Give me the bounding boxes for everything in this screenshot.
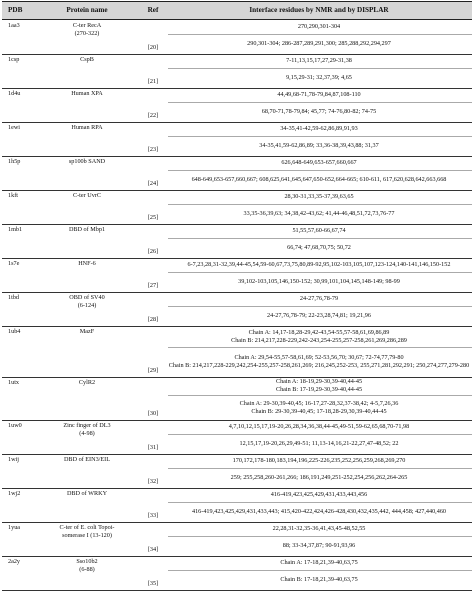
header-ref: Ref [147, 6, 159, 14]
table-row [2, 88, 472, 123]
table-row [2, 326, 472, 378]
cell-divider [168, 434, 472, 435]
nmr-residues: 24-27,76,78-79 [299, 295, 339, 302]
reference: [34] [147, 546, 159, 553]
nmr-residues: 44,49,68-71,78-79,84,87,108-110 [277, 91, 361, 98]
nmr-residues: 626,648-649,653-657,660,667 [281, 159, 357, 166]
protein-name: sp100b SAND [68, 158, 106, 165]
displar-residues: Chain A: 29-30,39-40,45; 16-17,27-28,32,37-38,42; 4-5,7,26,36 [239, 400, 399, 407]
nmr-residues: 7-11,13,15,17,27,29-31,38 [286, 57, 352, 64]
protein-name: OBD of SV40 [69, 294, 105, 301]
nmr-residues: Chain B: 214,217,228-229,242-243,254-255,257-258,261,269,286,289 [231, 337, 407, 344]
pdb-id: 1wj2 [8, 490, 21, 497]
cell-divider [168, 136, 472, 137]
pdb-id: 1uw0 [8, 422, 22, 429]
displar-residues: Chain B: 29-30,39-40,45; 17-18,28-29,30,39-40,44-45 [251, 408, 387, 415]
header-interface-residues: Interface residues by NMR and by DISPLAR [249, 6, 389, 14]
cell-divider [168, 102, 472, 103]
protein-name: DBD of Mbp1 [68, 226, 106, 233]
displar-residues: 33,35-36,39,63; 34,38,42-43,62; 41,44-46,48,51,72,73,76-77 [243, 210, 395, 217]
table-row [2, 224, 472, 259]
protein-name: CspB [80, 56, 94, 63]
cell-divider [168, 468, 472, 469]
pdb-id: 1ewi [8, 124, 21, 131]
header-pdb: PDB [8, 6, 23, 14]
table-row [2, 156, 472, 191]
reference: [21] [147, 78, 159, 85]
protein-range: (4-98) [79, 430, 95, 437]
pdb-id: 1aa3 [8, 22, 20, 29]
nmr-residues: 4,7,10,12,15,17,19-20,26,28,34,36,38,44-45,49-51,59-62,65,68,70-71,98 [228, 423, 410, 430]
pdb-id: 1ub4 [8, 328, 21, 335]
nmr-residues: 22,28,31-32,35-36,41,43,45-48,52,55 [272, 525, 366, 532]
table-row [2, 258, 472, 293]
displar-residues: 12,15,17,19-20,26,29,49-51; 11,13-14,16,21-22,27,47-48,52; 22 [239, 440, 399, 447]
table-row [2, 292, 472, 327]
table-row [2, 488, 472, 523]
pdb-id: 1h5p [8, 158, 21, 165]
pdb-id: 1yua [8, 524, 21, 531]
nmr-residues: 34-35,41-42,59-62,86,89,91,93 [280, 125, 358, 132]
reference: [23] [147, 146, 159, 153]
cell-divider [168, 170, 472, 171]
cell-divider [168, 306, 472, 307]
pdb-id: 1utx [8, 379, 20, 386]
table-row [2, 54, 472, 89]
cell-divider [168, 238, 472, 239]
protein-name: Human RPA [71, 124, 103, 131]
protein-name: DBD of EIN3/EIL [63, 456, 111, 463]
displar-residues: 416-419,423,425,429,431,433,443; 415,420-422,424,426-428,430,432,435,442, 444,458; 427,440,460 [191, 508, 447, 515]
table-header [2, 1, 472, 20]
nmr-residues: 170,172,178-180,183,194,196,225-226,235,252,256,259,268,269,270 [232, 457, 406, 464]
protein-name: Sso10b2 [76, 558, 98, 565]
reference: [29] [147, 367, 159, 374]
protein-name: C-ter of E. coli Topoi- [59, 524, 115, 531]
cell-divider [168, 272, 472, 273]
displar-residues: 259; 255,258,260-261,266; 186,191,249,251-252,254,256,262,264-265 [230, 474, 408, 481]
protein-name: C-ter RecA [72, 22, 102, 29]
displar-residues: 66,74; 47,68,70,75; 50,72 [287, 244, 351, 251]
displar-residues: Chain B: 17-18,21,39-40,63,75 [280, 576, 358, 583]
displar-residues: 34-35,41,59-62,86,89; 33,36-38,39,43,88; 31,37 [259, 142, 379, 149]
protein-range: (6-124) [77, 302, 97, 309]
pdb-id: 1csp [8, 56, 20, 63]
protein-name: MazF [79, 328, 95, 335]
reference: [24] [147, 180, 159, 187]
nmr-residues: 28,30-31,33,35-37,39,63,65 [284, 193, 354, 200]
pdb-id: 1mb1 [8, 226, 23, 233]
protein-name: HNF-6 [78, 260, 96, 267]
protein-name: Human XPA [71, 90, 103, 97]
protein-name: CylR2 [78, 379, 96, 386]
nmr-residues: Chain A: 14,17-18,28-29,42-43,54-55,57-58,61,69,86,89 [248, 329, 390, 336]
table-row [2, 522, 472, 557]
pdb-id: 1kft [8, 192, 18, 199]
reference: [26] [147, 248, 159, 255]
pdb-id: 1s7e [8, 260, 20, 267]
protein-range: (6-88) [79, 566, 95, 573]
table-row [2, 190, 472, 225]
reference: [30] [147, 410, 159, 417]
displar-residues: 290,301-304; 286-287,289,291,300; 285,288,292,294,297 [247, 40, 391, 47]
table-row [2, 420, 472, 455]
protein-name: DBD of WRKY [66, 490, 108, 497]
cell-divider [168, 570, 472, 571]
displar-residues: 39,102-103,105,146,150-152; 30,99,101,104,145,148-149; 98-99 [238, 278, 400, 285]
reference: [25] [147, 214, 159, 221]
protein-name: C-ter UvrC [72, 192, 101, 199]
reference: [35] [147, 580, 159, 587]
table-row [2, 377, 472, 421]
table-row [2, 454, 472, 489]
pdb-id: 2a2y [8, 558, 21, 565]
displar-residues: 68,70-71,78-79,84; 45,77; 74-76,80-82; 74-75 [261, 108, 377, 115]
displar-residues: Chain A: 29,54-55,57-58,61,69; 52-53,56,70; 30,67; 72-74,77,79-80 [234, 354, 404, 361]
nmr-residues: 416-419,423,425,429,431,433,443,456 [270, 491, 368, 498]
nmr-residues: Chain A: 17-18,21,39-40,63,75 [280, 559, 358, 566]
reference: [28] [147, 316, 159, 323]
displar-residues: Chain B: 214,217,228-229,242,254-255,257-258,261,269; 216,245,252-253, 255,271,281,292,291; 250,274,277,279-280 [168, 362, 470, 369]
reference: [20] [147, 44, 159, 51]
displar-residues: 648-649,653-657,660,667; 608,625,641,645,647,650-652,664-665; 610-611, 617,620,628,642,663,668 [191, 176, 447, 183]
pdb-id: 1tbd [8, 294, 20, 301]
nmr-residues: 270,290,301-304 [297, 23, 341, 30]
nmr-residues: Chain B: 17-19,29-30,39-40,44-45 [275, 386, 363, 393]
reference: [22] [147, 112, 159, 119]
reference: [32] [147, 478, 159, 485]
cell-divider [168, 395, 472, 396]
reference: [27] [147, 282, 159, 289]
protein-name: Zinc finger of DL3 [63, 422, 111, 429]
displar-residues: 88; 33-34,37,87; 90-91,93,96 [282, 542, 356, 549]
table-row [2, 20, 472, 55]
header-protein-name: Protein name [66, 6, 108, 14]
pdb-id: 1d4u [8, 90, 21, 97]
table-row [2, 122, 472, 157]
cell-divider [168, 34, 472, 35]
displar-residues: 24-27,76,78-79; 22-23,28,74,81; 19,21,96 [267, 312, 371, 319]
reference: [31] [147, 444, 159, 451]
cell-divider [168, 502, 472, 503]
nmr-residues: 51,55,57,60-66,67,74 [292, 227, 346, 234]
nmr-residues: 6-7,23,28,31-32,39,44-45,54,59-60,67,73,75,80,89-92,95,102-103,105,107,123-124,140-141,146,150-152 [187, 261, 451, 268]
pdb-id: 1wij [8, 456, 20, 463]
table-row [2, 556, 472, 591]
nmr-residues: Chain A: 18-19,29-30,39-40,44-45 [275, 378, 363, 385]
cell-divider [168, 536, 472, 537]
protein-range: somerase I (13-120) [62, 532, 112, 539]
protein-range: (270-322) [74, 30, 100, 37]
cell-divider [168, 204, 472, 205]
cell-divider [168, 68, 472, 69]
reference: [33] [147, 512, 159, 519]
cell-divider [168, 347, 472, 348]
displar-residues: 9,15,29-31; 32,37,39; 4,65 [286, 74, 352, 81]
